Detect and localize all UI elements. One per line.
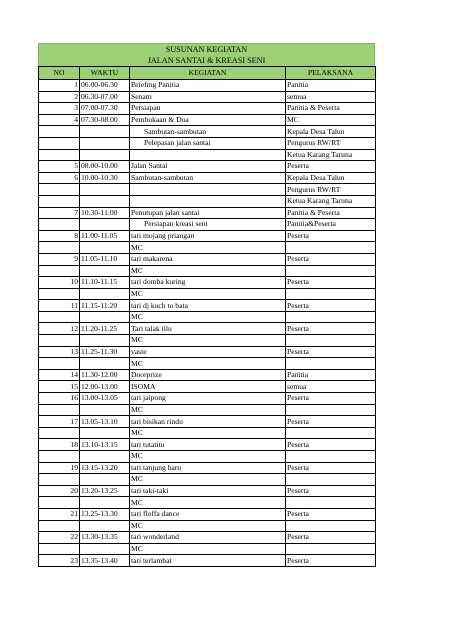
cell-pelaksana: Peserta <box>286 346 376 358</box>
cell-no <box>39 451 80 463</box>
cell-pelaksana: Peserta <box>286 532 376 544</box>
cell-pelaksana <box>286 265 376 277</box>
table-row <box>39 543 376 555</box>
table-row <box>39 416 376 428</box>
cell-no <box>39 126 80 138</box>
cell-kegiatan: MC <box>130 427 286 439</box>
cell-no: 22 <box>39 532 80 544</box>
table-row <box>39 265 376 277</box>
cell-waktu: 07.30-08.00 <box>80 114 130 126</box>
cell-waktu <box>80 520 130 532</box>
table-row <box>39 91 376 103</box>
cell-waktu: 07.00-07.30 <box>80 103 130 115</box>
cell-waktu: 13.05-13.10 <box>80 416 130 428</box>
cell-no: 18 <box>39 439 80 451</box>
table-row <box>39 288 376 300</box>
cell-kegiatan: Sambutan-sambutan <box>130 126 286 138</box>
table-row <box>39 335 376 347</box>
cell-pelaksana <box>286 474 376 486</box>
cell-waktu: 13.35-13.40 <box>80 555 130 567</box>
table-row <box>39 427 376 439</box>
cell-kegiatan: tari bisikan rindu <box>130 416 286 428</box>
table-row <box>39 462 376 474</box>
table-row <box>39 508 376 520</box>
cell-pelaksana: semua <box>286 91 376 103</box>
cell-waktu <box>80 335 130 347</box>
table-row <box>39 520 376 532</box>
cell-waktu: 13.15-13.20 <box>80 462 130 474</box>
cell-pelaksana: Peserta <box>286 508 376 520</box>
cell-no <box>39 137 80 149</box>
table-body <box>39 80 376 567</box>
cell-kegiatan: MC <box>130 358 286 370</box>
cell-waktu: 11.05-11.10 <box>80 253 130 265</box>
table-row <box>39 358 376 370</box>
table-row <box>39 184 376 196</box>
cell-kegiatan: vaste <box>130 346 286 358</box>
cell-no <box>39 311 80 323</box>
cell-pelaksana <box>286 358 376 370</box>
cell-pelaksana: Ketua Karang Taruna <box>286 149 376 161</box>
cell-no: 5 <box>39 161 80 173</box>
cell-no: 11 <box>39 300 80 312</box>
table-row <box>39 393 376 405</box>
cell-no: 21 <box>39 508 80 520</box>
table-row <box>39 149 376 161</box>
cell-no <box>39 358 80 370</box>
cell-pelaksana <box>286 288 376 300</box>
cell-waktu: 10.00-10.30 <box>80 172 130 184</box>
table-row <box>39 451 376 463</box>
cell-waktu: 11.20-11.25 <box>80 323 130 335</box>
cell-kegiatan: tari dj kuch to bata <box>130 300 286 312</box>
table-row <box>39 404 376 416</box>
table-header-row <box>39 67 376 80</box>
cell-waktu <box>80 195 130 207</box>
cell-waktu: 13.10-13.15 <box>80 439 130 451</box>
cell-pelaksana: Kepala Desa Talun <box>286 126 376 138</box>
cell-pelaksana <box>286 497 376 509</box>
cell-no: 3 <box>39 103 80 115</box>
cell-pelaksana <box>286 404 376 416</box>
cell-kegiatan: Tari talak tilu <box>130 323 286 335</box>
cell-waktu: 13.25-13.30 <box>80 508 130 520</box>
cell-kegiatan: tari floffa dance <box>130 508 286 520</box>
cell-pelaksana <box>286 311 376 323</box>
cell-pelaksana: Panitia & Peserta <box>286 103 376 115</box>
table-row <box>39 172 376 184</box>
table-row <box>39 439 376 451</box>
table-row <box>39 161 376 173</box>
table-row <box>39 103 376 115</box>
cell-kegiatan: tari mojang priangan <box>130 230 286 242</box>
table-row <box>39 346 376 358</box>
cell-waktu: 13.00-13.05 <box>80 393 130 405</box>
cell-kegiatan: MC <box>130 497 286 509</box>
cell-waktu: 06.30-07.00 <box>80 91 130 103</box>
cell-kegiatan <box>130 149 286 161</box>
cell-no: 23 <box>39 555 80 567</box>
cell-pelaksana: Panitia&Peserta <box>286 219 376 231</box>
cell-pelaksana: Peserta <box>286 300 376 312</box>
cell-waktu: 11.00-11.05 <box>80 230 130 242</box>
cell-waktu <box>80 474 130 486</box>
cell-no <box>39 242 80 254</box>
table-row <box>39 485 376 497</box>
cell-waktu: 12.00-13.00 <box>80 381 130 393</box>
table-row <box>39 253 376 265</box>
cell-pelaksana <box>286 427 376 439</box>
cell-kegiatan: Doorprize <box>130 369 286 381</box>
cell-pelaksana: Panitia <box>286 369 376 381</box>
cell-pelaksana: Pengurus RW/RT <box>286 184 376 196</box>
cell-waktu <box>80 242 130 254</box>
cell-pelaksana: Panitia <box>286 80 376 92</box>
cell-no <box>39 149 80 161</box>
cell-kegiatan: MC <box>130 288 286 300</box>
table-row <box>39 532 376 544</box>
cell-no <box>39 543 80 555</box>
cell-kegiatan: MC <box>130 520 286 532</box>
cell-waktu: 11.15-11.20 <box>80 300 130 312</box>
table-row <box>39 369 376 381</box>
cell-kegiatan: MC <box>130 451 286 463</box>
cell-waktu <box>80 126 130 138</box>
cell-pelaksana <box>286 242 376 254</box>
cell-kegiatan: ISOMA <box>130 381 286 393</box>
cell-no <box>39 335 80 347</box>
cell-kegiatan: Penutupan jalan santai <box>130 207 286 219</box>
cell-waktu <box>80 451 130 463</box>
cell-no <box>39 195 80 207</box>
cell-no: 14 <box>39 369 80 381</box>
cell-no <box>39 520 80 532</box>
cell-pelaksana: Peserta <box>286 161 376 173</box>
cell-kegiatan: tari terlambat <box>130 555 286 567</box>
cell-waktu <box>80 311 130 323</box>
table-row <box>39 126 376 138</box>
cell-no <box>39 265 80 277</box>
document-title: SUSUNAN KEGIATAN <box>165 45 248 54</box>
cell-waktu <box>80 219 130 231</box>
cell-no <box>39 474 80 486</box>
cell-waktu <box>80 497 130 509</box>
table-row <box>39 207 376 219</box>
cell-kegiatan: MC <box>130 543 286 555</box>
table-row <box>39 555 376 567</box>
cell-waktu: 13.30-13.35 <box>80 532 130 544</box>
cell-pelaksana <box>286 520 376 532</box>
cell-kegiatan: tari makarena <box>130 253 286 265</box>
cell-kegiatan: tari domba kuring <box>130 277 286 289</box>
cell-kegiatan: tari taki-taki <box>130 485 286 497</box>
cell-waktu: 11.30-12.00 <box>80 369 130 381</box>
table-row <box>39 311 376 323</box>
cell-waktu: 11.10-11.15 <box>80 277 130 289</box>
cell-no: 6 <box>39 172 80 184</box>
header-no: NO <box>39 67 80 80</box>
schedule-sheet <box>38 43 375 567</box>
cell-no <box>39 404 80 416</box>
cell-kegiatan: MC <box>130 242 286 254</box>
cell-no: 2 <box>39 91 80 103</box>
cell-no: 4 <box>39 114 80 126</box>
cell-kegiatan: Sambutan-sambutan <box>130 172 286 184</box>
table-row <box>39 323 376 335</box>
cell-pelaksana: Peserta <box>286 485 376 497</box>
cell-waktu <box>80 543 130 555</box>
cell-waktu <box>80 404 130 416</box>
cell-no: 17 <box>39 416 80 428</box>
table-row <box>39 242 376 254</box>
cell-pelaksana: Peserta <box>286 393 376 405</box>
cell-no: 16 <box>39 393 80 405</box>
cell-kegiatan: MC <box>130 474 286 486</box>
cell-pelaksana: semua <box>286 381 376 393</box>
cell-waktu: 11.25-11.30 <box>80 346 130 358</box>
cell-waktu <box>80 265 130 277</box>
cell-kegiatan <box>130 195 286 207</box>
cell-kegiatan: MC <box>130 311 286 323</box>
cell-pelaksana: Peserta <box>286 416 376 428</box>
cell-pelaksana: MC <box>286 114 376 126</box>
header-pelaksana: PELAKSANA <box>286 67 376 80</box>
table-row <box>39 195 376 207</box>
cell-no: 15 <box>39 381 80 393</box>
cell-no: 8 <box>39 230 80 242</box>
table-row <box>39 300 376 312</box>
cell-pelaksana: Peserta <box>286 253 376 265</box>
cell-pelaksana: Peserta <box>286 277 376 289</box>
cell-kegiatan: tari tutatitu <box>130 439 286 451</box>
table-row <box>39 230 376 242</box>
cell-waktu: 13.20-13.25 <box>80 485 130 497</box>
cell-pelaksana <box>286 335 376 347</box>
cell-waktu <box>80 149 130 161</box>
cell-no: 19 <box>39 462 80 474</box>
cell-pelaksana <box>286 543 376 555</box>
cell-waktu: 08.00-10.00 <box>80 161 130 173</box>
cell-no: 12 <box>39 323 80 335</box>
cell-kegiatan: Pembukaan & Doa <box>130 114 286 126</box>
cell-no: 7 <box>39 207 80 219</box>
table-row <box>39 80 376 92</box>
cell-kegiatan: Jalan Santai <box>130 161 286 173</box>
cell-no: 20 <box>39 485 80 497</box>
cell-pelaksana: Peserta <box>286 230 376 242</box>
cell-kegiatan: Pelepasan jalan santai <box>130 137 286 149</box>
cell-kegiatan: Persiapan <box>130 103 286 115</box>
cell-pelaksana: Peserta <box>286 555 376 567</box>
cell-waktu <box>80 288 130 300</box>
cell-pelaksana <box>286 451 376 463</box>
cell-kegiatan: MC <box>130 335 286 347</box>
cell-waktu: 10.30-11.00 <box>80 207 130 219</box>
cell-pelaksana: Pengurus RW/RT <box>286 137 376 149</box>
cell-pelaksana: Ketua Karang Taruna <box>286 195 376 207</box>
cell-no <box>39 497 80 509</box>
cell-kegiatan: Persiapan kreasi seni <box>130 219 286 231</box>
cell-pelaksana: Peserta <box>286 323 376 335</box>
cell-kegiatan: tari jaipong <box>130 393 286 405</box>
table-row <box>39 137 376 149</box>
cell-kegiatan: tari tanjung baru <box>130 462 286 474</box>
cell-waktu <box>80 137 130 149</box>
cell-waktu <box>80 358 130 370</box>
cell-kegiatan: Briefing Panitia <box>130 80 286 92</box>
cell-waktu <box>80 427 130 439</box>
cell-kegiatan: MC <box>130 265 286 277</box>
table-row <box>39 497 376 509</box>
header-kegiatan: KEGIATAN <box>130 67 286 80</box>
table-row <box>39 381 376 393</box>
schedule-table <box>38 66 376 567</box>
cell-no: 1 <box>39 80 80 92</box>
table-row <box>39 277 376 289</box>
cell-kegiatan: tari wonderland <box>130 532 286 544</box>
cell-no: 10 <box>39 277 80 289</box>
header-waktu: WAKTU <box>80 67 130 80</box>
cell-no: 9 <box>39 253 80 265</box>
cell-waktu <box>80 184 130 196</box>
cell-no: 13 <box>39 346 80 358</box>
document-subtitle: JALAN SANTAI & KREASI SENI <box>147 56 266 65</box>
cell-pelaksana: Panitia & Peserta <box>286 207 376 219</box>
table-row <box>39 474 376 486</box>
cell-pelaksana: Kepala Desa Talun <box>286 172 376 184</box>
cell-pelaksana: Peserta <box>286 439 376 451</box>
table-row <box>39 219 376 231</box>
cell-no <box>39 427 80 439</box>
cell-no <box>39 219 80 231</box>
cell-waktu: 06.00-06.30 <box>80 80 130 92</box>
table-row <box>39 114 376 126</box>
cell-kegiatan: MC <box>130 404 286 416</box>
cell-kegiatan <box>130 184 286 196</box>
cell-no <box>39 288 80 300</box>
title-band <box>38 43 375 66</box>
cell-pelaksana: Peserta <box>286 462 376 474</box>
cell-no <box>39 184 80 196</box>
cell-kegiatan: Senam <box>130 91 286 103</box>
